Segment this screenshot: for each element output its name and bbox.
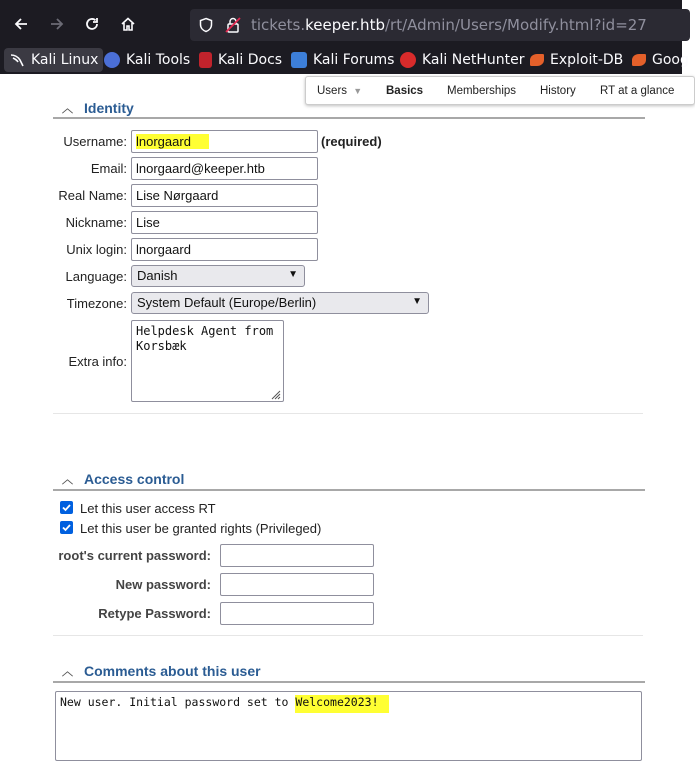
nickname-field[interactable]: Lise (131, 211, 318, 234)
kali-dragon-icon (9, 52, 25, 68)
language-label: Language: (65, 269, 127, 284)
bookmark-kali-linux[interactable] (4, 48, 103, 72)
rt-user-modify-page (0, 74, 682, 746)
current-password-field[interactable] (220, 544, 374, 567)
access-bottom-divider (53, 635, 643, 636)
bookmark-label: Kali Linux (31, 52, 99, 68)
bookmark-kali-tools[interactable] (104, 48, 190, 72)
shield-icon[interactable] (198, 17, 214, 33)
timezone-select[interactable] (131, 292, 429, 314)
privileged-label[interactable]: Let this user be granted rights (Privileged) (80, 521, 322, 536)
resize-grip-icon[interactable] (271, 390, 281, 400)
bookmark-kali-forums[interactable] (291, 48, 394, 72)
url-prefix: tickets. (251, 16, 306, 34)
new-password-field[interactable] (220, 573, 374, 596)
home-icon (120, 16, 136, 32)
reload-button[interactable] (79, 11, 105, 37)
insecure-lock-icon[interactable] (225, 16, 242, 34)
kali-nethunter-icon (400, 52, 416, 68)
language-value: Danish (137, 268, 178, 283)
bookmark-kali-nethunter[interactable] (400, 48, 524, 72)
required-note: (required) (321, 134, 382, 149)
comments-highlighted-password: Welcome2023! (295, 695, 388, 713)
comments-section-toggle[interactable] (62, 663, 261, 679)
url-text[interactable] (251, 16, 647, 34)
reload-icon (84, 16, 100, 32)
tab-users[interactable]: Users ▼ (317, 85, 363, 97)
email-label: Email: (90, 161, 127, 176)
browser-chrome (0, 0, 689, 74)
kali-forums-icon (291, 52, 307, 68)
identity-section-toggle[interactable] (62, 100, 134, 116)
address-bar[interactable] (190, 9, 690, 41)
forward-button[interactable] (44, 11, 70, 37)
unixlogin-label: Unix login: (66, 242, 127, 257)
access-section-toggle[interactable] (62, 471, 184, 487)
chevron-up-icon: ︿ (62, 666, 73, 678)
access-divider (53, 489, 645, 491)
comments-text: New user. Initial password set to (60, 695, 296, 709)
tab-basics[interactable]: Basics (386, 85, 424, 97)
realname-label: Real Name: (58, 188, 127, 203)
username-value: lnorgaard (136, 134, 209, 149)
timezone-value: System Default (Europe/Berlin) (137, 295, 317, 310)
user-subtabs-menu (305, 76, 695, 105)
bookmark-label: Kali Tools (126, 52, 191, 68)
identity-divider (53, 117, 645, 119)
bookmark-label: Kali Forums (313, 52, 395, 68)
bookmark-label: Goog (652, 52, 689, 68)
tab-memberships[interactable]: Memberships (447, 85, 517, 97)
google-hacking-icon (632, 54, 646, 66)
unixlogin-field[interactable]: lnorgaard (131, 238, 318, 261)
checkmark-icon (61, 522, 72, 533)
identity-bottom-divider (53, 413, 643, 414)
chevron-up-icon: ︿ (62, 474, 73, 486)
email-field[interactable]: lnorgaard@keeper.htb (131, 157, 318, 180)
extrainfo-textarea[interactable]: Helpdesk Agent from Korsbæk (131, 320, 284, 402)
comments-textarea[interactable] (55, 691, 642, 761)
realname-field[interactable]: Lise Nørgaard (131, 184, 318, 207)
kali-tools-icon (104, 52, 120, 68)
bookmark-exploit-db[interactable] (530, 48, 623, 72)
bookmark-label: Kali NetHunter (422, 52, 525, 68)
bookmark-label: Exploit-DB (550, 52, 624, 68)
home-button[interactable] (115, 11, 141, 37)
chevron-up-icon: ︿ (62, 103, 73, 115)
checkmark-icon (61, 502, 72, 513)
url-path: /rt/Admin/Users/Modify.html?id=27 (384, 16, 647, 34)
retype-password-label: Retype Password: (98, 606, 211, 621)
username-label: Username: (63, 134, 127, 149)
kali-docs-icon (199, 52, 212, 68)
new-password-label: New password: (115, 577, 211, 592)
bookmark-google[interactable] (632, 48, 689, 72)
chevron-down-icon: ▼ (353, 86, 363, 96)
extrainfo-label: Extra info: (68, 354, 127, 369)
comments-divider (53, 681, 645, 683)
bookmark-kali-docs[interactable] (199, 48, 282, 72)
comments-title: Comments about this user (84, 663, 261, 679)
access-rt-label[interactable]: Let this user access RT (80, 501, 216, 516)
exploit-db-icon (530, 54, 544, 66)
tab-rt-at-a-glance[interactable]: RT at a glance (600, 85, 675, 97)
privileged-checkbox[interactable] (60, 521, 73, 534)
username-field[interactable] (131, 130, 318, 153)
access-rt-checkbox[interactable] (60, 501, 73, 514)
tab-history[interactable]: History (540, 85, 576, 97)
chevron-down-icon: ▼ (412, 296, 422, 307)
chevron-down-icon: ▼ (288, 269, 298, 280)
timezone-label: Timezone: (66, 296, 127, 311)
retype-password-field[interactable] (220, 602, 374, 625)
bookmarks-toolbar (0, 46, 689, 74)
identity-title: Identity (84, 100, 134, 116)
current-password-label: root's current password: (58, 548, 211, 563)
nickname-label: Nickname: (65, 215, 127, 230)
access-title: Access control (84, 471, 185, 487)
language-select[interactable] (131, 265, 305, 287)
back-button[interactable] (8, 11, 34, 37)
forward-arrow-icon (49, 16, 65, 32)
bookmark-label: Kali Docs (218, 52, 283, 68)
url-domain: keeper.htb (305, 16, 385, 34)
back-arrow-icon (13, 16, 29, 32)
